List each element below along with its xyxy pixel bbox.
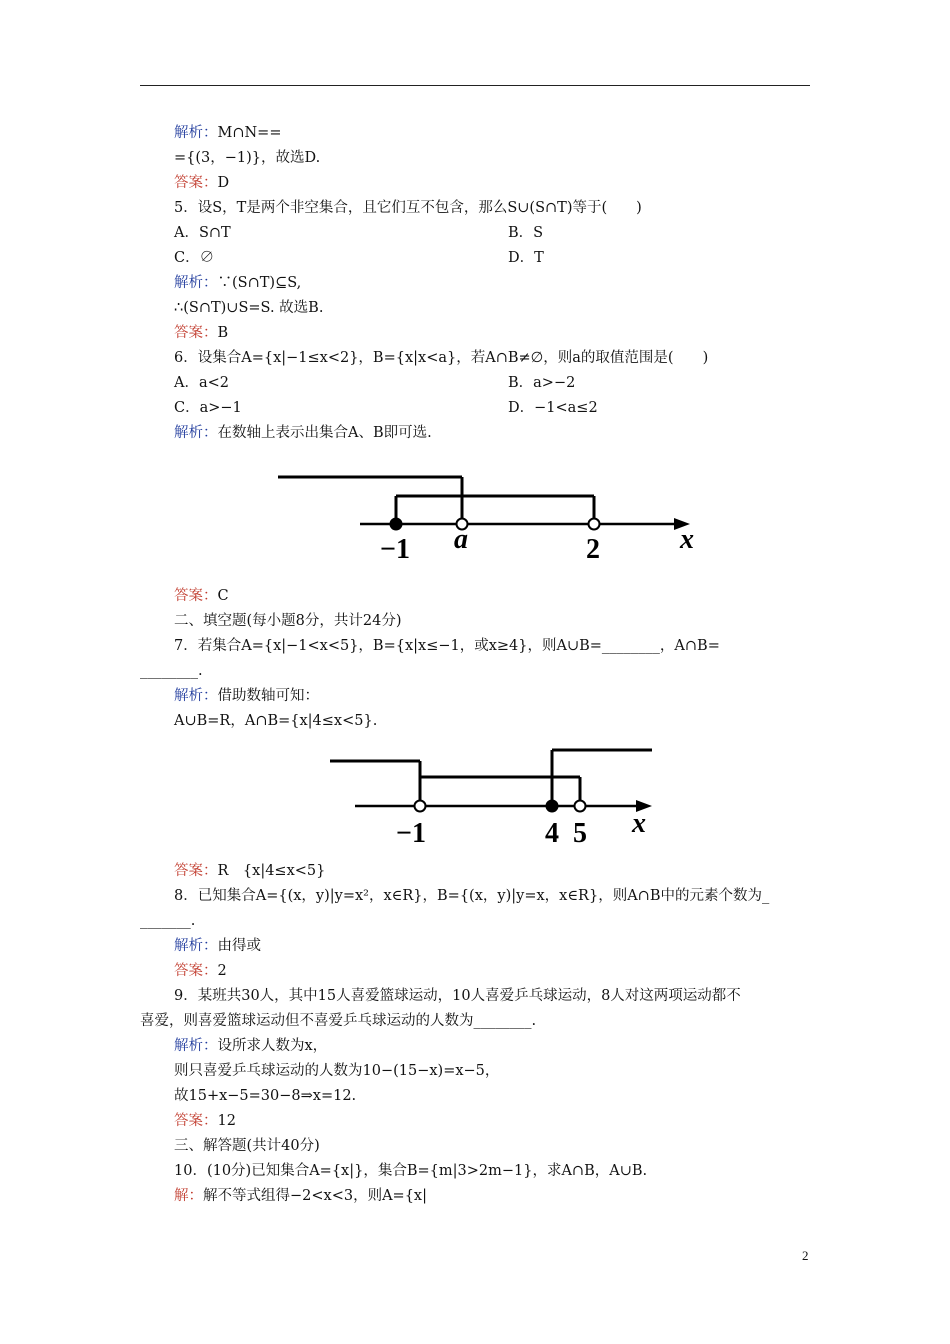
line-q8-solution: 解析：由得或 [174, 938, 261, 954]
line-q9-solution: 解析：设所求人数为x， [174, 1038, 328, 1054]
line-q9-answer: 答案：12 [174, 1113, 236, 1129]
line-q10-stem: 10．(10分)已知集合A={x|}，集合B={m|3>2m−1}，求A∩B，A∪B. [174, 1163, 648, 1179]
line-q4-answer: 答案：D [174, 175, 230, 191]
q5-option-d: D．T [508, 250, 544, 266]
number-line-figure-1 [270, 462, 710, 570]
line-q7-solution: 解析：借助数轴可知： [174, 688, 319, 704]
tick-label-neg1: −1 [380, 534, 410, 565]
line-q5-stem: 5．设S，T是两个非空集合，且它们互不包含，那么S∪(S∩T)等于( ) [174, 200, 642, 216]
line-q5-solution-2: ∴(S∩T)∪S=S. 故选B. [174, 300, 324, 316]
tick-label-2: 2 [586, 534, 600, 565]
line-q10-solution: 解：解不等式组得−2<x<3，则A={x| [174, 1188, 427, 1204]
q5-option-b: B．S [508, 225, 544, 241]
axis-label-x: x [632, 808, 646, 839]
line-q5-answer: 答案：B [174, 325, 229, 341]
open-point-5 [575, 801, 586, 812]
line-q6-answer: 答案：C [174, 588, 229, 604]
line-q6-solution: 解析：在数轴上表示出集合A、B即可选. [174, 425, 432, 441]
line-q8-answer: 答案：2 [174, 963, 227, 979]
header-rule [140, 85, 810, 86]
open-point-2 [589, 519, 600, 530]
q6-option-b: B．a>−2 [508, 375, 576, 391]
line-q4-solution: 解析：M∩N== [174, 125, 282, 141]
line-q6-options-ab: A．a<2 [174, 375, 229, 391]
line-section-2-heading: 二、填空题(每小题8分，共计24分) [174, 613, 402, 629]
line-q7-stem: 7．若集合A={x|−1<x<5}，B={x|x≤−1，或x≥4}，则A∪B=________，A∩B= [174, 638, 720, 654]
closed-point-neg1 [391, 519, 402, 530]
tick-label-4: 4 [545, 818, 559, 849]
line-q9-solution-2: 则只喜爱乒乓球运动的人数为10−(15−x)=x−5， [174, 1063, 500, 1079]
line-q8-stem: 8．已知集合A={(x，y)|y=x²，x∈R}，B={(x，y)|y=x，x∈R}，则A∩B中的元素个数为_ [174, 888, 770, 904]
line-q9-stem: 9．某班共30人，其中15人喜爱篮球运动，10人喜爱乒乓球运动，8人对这两项运动都不 [174, 988, 741, 1004]
line-q6-options-cd: C．a>−1 [174, 400, 242, 416]
line-q5-options-ab: A．S∩T [174, 225, 231, 241]
line-q4-solution-2: ={(3，−1)}，故选D. [174, 150, 321, 166]
line-q8-stem-2: _______. [140, 913, 196, 929]
line-q9-solution-3: 故15+x−5=30−8⇒x=12. [174, 1088, 357, 1104]
number-line-figure-2 [320, 742, 670, 852]
line-q9-stem-2: 喜爱，则喜爱篮球运动但不喜爱乒乓球运动的人数为________. [140, 1013, 537, 1029]
q6-option-d: D．−1<a≤2 [508, 400, 598, 416]
axis-label-x: x [680, 524, 694, 555]
tick-label-5: 5 [573, 818, 587, 849]
line-q7-solution-2: A∪B=R，A∩B={x|4≤x<5}. [174, 713, 378, 729]
line-section-3-heading: 三、解答题(共计40分) [174, 1138, 320, 1154]
line-q7-answer: 答案：R {x|4≤x<5} [174, 863, 326, 879]
page-number: 2 [802, 1248, 809, 1263]
line-q7-stem-2: ________. [140, 663, 203, 679]
open-point-neg1 [415, 801, 426, 812]
line-q6-stem: 6．设集合A={x|−1≤x<2}，B={x|x<a}，若A∩B≠∅，则a的取值范围是( ) [174, 350, 709, 366]
tick-label-neg1: −1 [396, 818, 426, 849]
line-q5-solution: 解析：∵(S∩T)⊆S, [174, 275, 302, 291]
tick-label-a: a [454, 524, 468, 555]
line-q5-options-cd: C．∅ [174, 250, 215, 266]
closed-point-4 [547, 801, 558, 812]
